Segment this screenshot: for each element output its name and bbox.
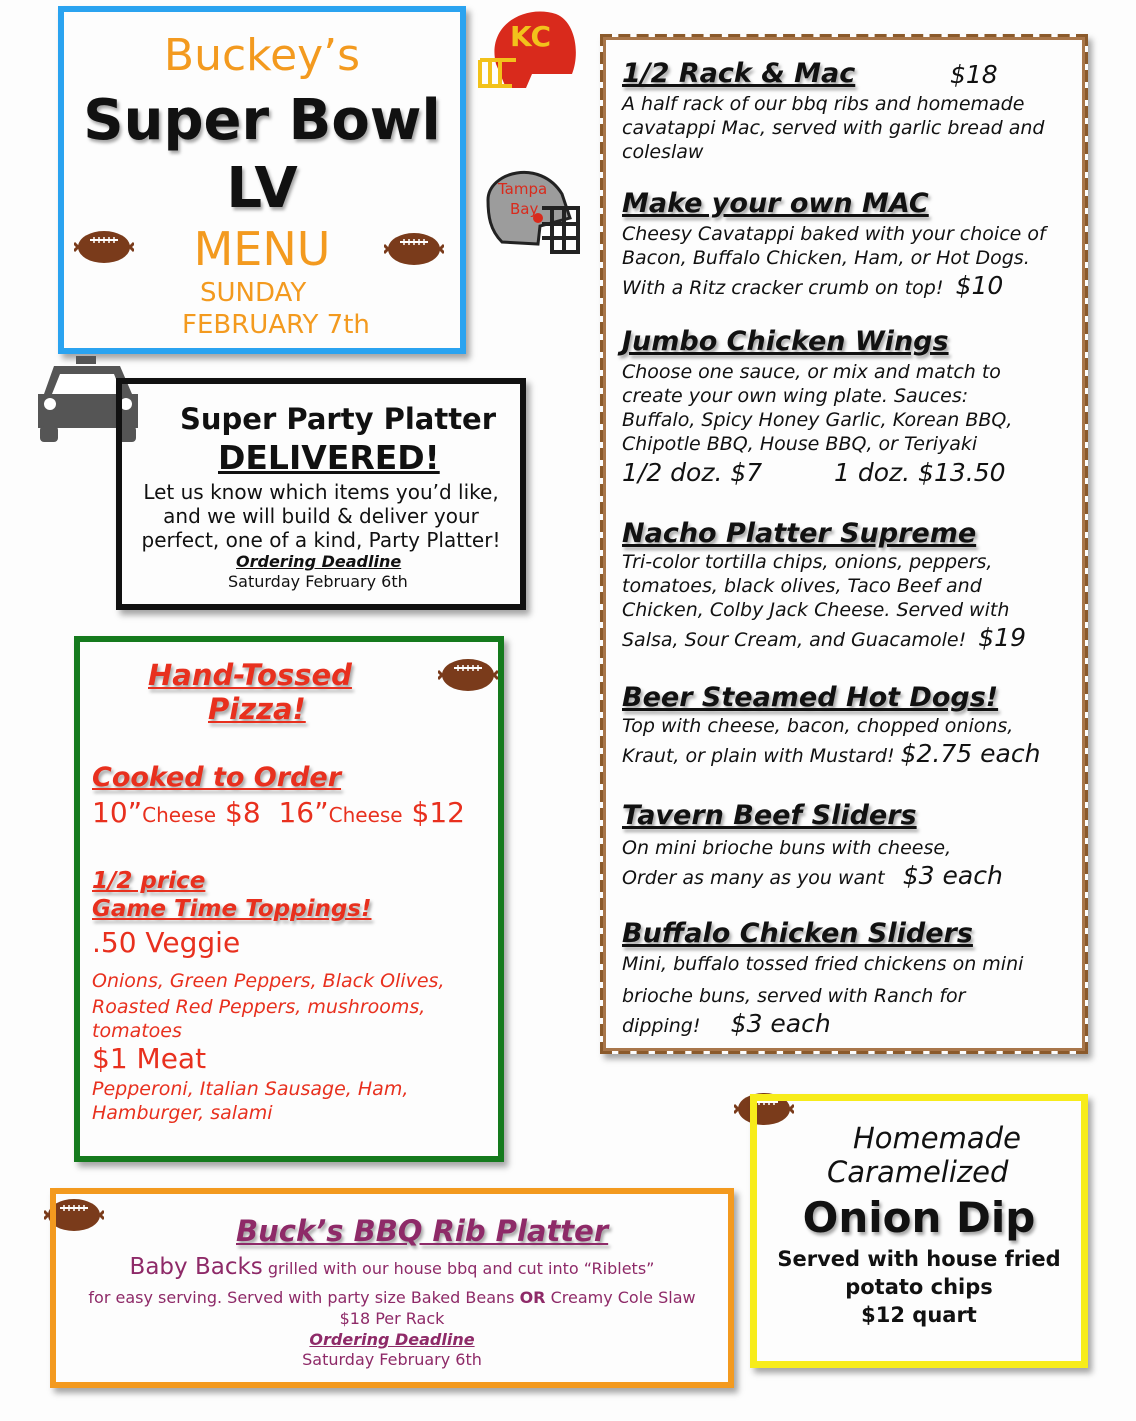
rack-mac-price: $18 [950, 60, 998, 89]
wings-desc-3: Buffalo, Spicy Honey Garlic, Korean BBQ, [622, 409, 1013, 431]
title-super-bowl: Super Bowl [83, 88, 441, 153]
kc-helmet-icon [476, 4, 580, 96]
rib-platter-panel [50, 1188, 734, 1388]
wings-desc-2: create your own wing plate. Sauces: [622, 385, 969, 407]
price-10: $8 [225, 796, 261, 829]
nacho-desc-4-text: Salsa, Sour Cream, and Guacamole! [622, 629, 967, 651]
meat-price: $1 Meat [92, 1042, 207, 1075]
rib-line-2 [56, 1288, 728, 1307]
nacho-price: $19 [978, 623, 1026, 652]
football-icon [438, 656, 498, 694]
size-10: 10” [92, 796, 143, 829]
dip-price: $12 quart [861, 1303, 977, 1327]
dip-desc-1: Served with house fried [777, 1247, 1061, 1271]
rib-deadline-date: Saturday February 6th [302, 1350, 482, 1369]
title-date: FEBRUARY 7th [182, 310, 370, 340]
hotdog-price: $2.75 each [900, 739, 1041, 768]
hotdog-title: Beer Steamed Hot Dogs! [622, 682, 999, 713]
football-icon [384, 230, 444, 268]
beef-sliders-desc-2-text: Order as many as you want [622, 867, 885, 889]
rib-line-2-a: for easy serving. Served with party size Baked Beans [88, 1288, 520, 1307]
cheese-label-10: Cheese [142, 803, 217, 827]
rib-price: $18 Per Rack [339, 1309, 445, 1328]
party-body-2: and we will build & deliver your [163, 504, 479, 528]
wings-doz-price: 1 doz. $13.50 [834, 458, 1006, 487]
wings-title: Jumbo Chicken Wings [622, 326, 949, 357]
party-platter-heading: Super Party Platter [180, 402, 497, 436]
make-mac-price: $10 [955, 271, 1004, 300]
make-mac-desc-3-text: With a Ritz cracker crumb on top! [622, 277, 944, 299]
veggie-list-3: tomatoes [92, 1020, 182, 1042]
hotdog-desc-1: Top with cheese, bacon, chopped onions, [622, 715, 1014, 737]
pizza-heading-2: Pizza! [208, 692, 306, 726]
rib-line-2-b: Creamy Cole Slaw [545, 1288, 696, 1307]
delivered-text: DELIVERED! [218, 438, 440, 477]
cooked-to-order: Cooked to Order [92, 762, 342, 793]
dip-desc-2: potato chips [845, 1275, 993, 1299]
hotdog-desc-2-text: Kraut, or plain with Mustard! [622, 745, 895, 767]
title-lv: LV [226, 156, 298, 221]
party-deadline-label: Ordering Deadline [236, 552, 402, 571]
party-platter-panel [116, 378, 526, 610]
rack-mac-desc-3: coleslaw [622, 141, 704, 163]
meat-list-2: Hamburger, salami [92, 1102, 273, 1124]
veggie-list-1: Onions, Green Peppers, Black Olives, [92, 970, 445, 992]
beef-sliders-title: Tavern Beef Sliders [622, 800, 917, 831]
meat-list-1: Pepperoni, Italian Sausage, Ham, [92, 1078, 409, 1100]
tampa-bay-helmet-icon [480, 164, 584, 256]
restaurant-name: Buckey’s [163, 30, 361, 81]
title-panel [58, 6, 466, 354]
veggie-price: .50 Veggie [92, 926, 241, 959]
onion-dip-panel [750, 1094, 1088, 1368]
wings-desc-1: Choose one sauce, or mix and match to [622, 361, 1001, 383]
make-mac-desc-2: Bacon, Buffalo Chicken, Ham, or Hot Dogs. [622, 247, 1030, 269]
buffalo-sliders-desc-1: Mini, buffalo tossed fried chickens on mini [622, 953, 1024, 975]
make-mac-title: Make your own MAC [622, 188, 929, 219]
nacho-desc-2: tomatoes, black olives, Taco Beef and [622, 575, 982, 597]
nacho-title: Nacho Platter Supreme [622, 518, 977, 549]
rib-line-1 [56, 1254, 728, 1280]
rib-deadline-label: Ordering Deadline [309, 1330, 475, 1349]
veggie-list-2: Roasted Red Peppers, mushrooms, [92, 996, 426, 1018]
buffalo-sliders-desc-2: brioche buns, served with Ranch for [622, 985, 966, 1007]
rib-platter-heading: Buck’s BBQ Rib Platter [236, 1214, 609, 1248]
buffalo-sliders-desc-3 [622, 1009, 1082, 1038]
dip-title: Onion Dip [802, 1193, 1036, 1242]
rack-mac-title: 1/2 Rack & Mac [622, 58, 856, 89]
title-day: SUNDAY [200, 278, 307, 308]
hotdog-desc-2 [622, 739, 1082, 768]
pizza-panel [74, 636, 504, 1162]
beef-sliders-desc-2 [622, 861, 1082, 890]
menu-panel [600, 34, 1088, 1054]
football-icon [74, 228, 134, 266]
wings-desc-4: Chipotle BBQ, House BBQ, or Teriyaki [622, 433, 978, 455]
buffalo-sliders-title: Buffalo Chicken Sliders [622, 918, 973, 949]
beef-sliders-desc-1: On mini brioche buns with cheese, [622, 837, 952, 859]
toppings-heading: Game Time Toppings! [92, 896, 372, 922]
wings-half-price: 1/2 doz. $7 [622, 458, 763, 487]
nacho-desc-1: Tri-color tortilla chips, onions, peppers, [622, 551, 993, 573]
beef-sliders-price: $3 each [902, 861, 1003, 890]
rack-mac-desc-2: cavatappi Mac, served with garlic bread and [622, 117, 1045, 139]
party-deadline-date: Saturday February 6th [228, 572, 408, 591]
make-mac-desc-3 [622, 271, 1082, 300]
tampa-label: Tampa [498, 180, 548, 198]
half-price-label: 1/2 price [92, 868, 206, 894]
make-mac-desc-1: Cheesy Cavatappi baked with your choice of [622, 223, 1046, 245]
buffalo-sliders-desc-3-text: dipping! [622, 1015, 701, 1037]
rack-mac-desc-1: A half rack of our bbq ribs and homemade [622, 93, 1025, 115]
buffalo-sliders-price: $3 each [730, 1009, 831, 1038]
nacho-desc-3: Chicken, Colby Jack Cheese. Served with [622, 599, 1010, 621]
pizza-heading-1: Hand-Tossed [148, 658, 352, 692]
party-body-3: perfect, one of a kind, Party Platter! [141, 528, 501, 552]
cheese-label-16: Cheese [328, 803, 403, 827]
pizza-sizes [92, 796, 465, 829]
rib-or: OR [519, 1288, 546, 1307]
kc-label: KC [510, 20, 551, 53]
nacho-desc-4 [622, 623, 1082, 652]
dip-caramelized: Caramelized [827, 1155, 1009, 1189]
dip-homemade: Homemade [853, 1121, 1021, 1155]
party-body-1: Let us know which items you’d like, [143, 480, 499, 504]
rib-line-1-rest: grilled with our house bbq and cut into “Riblets” [262, 1259, 655, 1278]
bay-label: Bay [510, 200, 539, 218]
size-16: 16” [278, 796, 329, 829]
title-menu: MENU [193, 222, 331, 276]
baby-backs: Baby Backs [129, 1254, 263, 1280]
price-16: $12 [411, 796, 465, 829]
